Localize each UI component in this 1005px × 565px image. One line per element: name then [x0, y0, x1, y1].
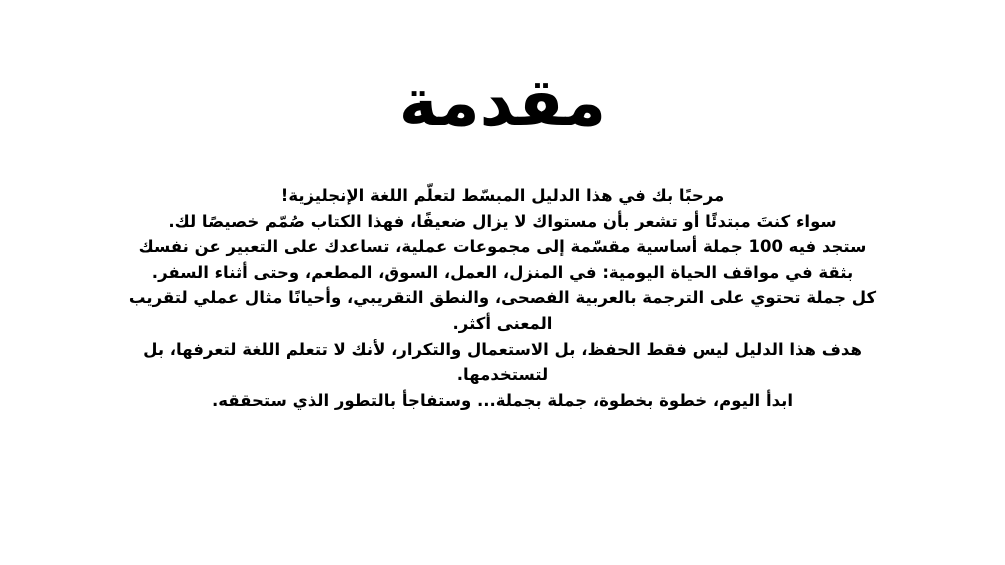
intro-line-goal: هدف هذا الدليل ليس فقط الحفظ، بل الاستعمال والتكرار، لأنك لا تتعلم اللغة لتعرفها، بل [143, 339, 862, 359]
intro-line-content: ستجد فيه 100 جملة أساسية مقسّمة إلى مجموعات عملية، تساعدك على التعبير عن نفسك [138, 237, 867, 257]
intro-line-closing: ابدأ اليوم، خطوة بخطوة، جملة بجملة... وستفاجأ بالتطور الذي ستحققه. [212, 390, 793, 410]
intro-line-goal-cont: لتستخدمها. [456, 365, 549, 385]
page-title: مقدمة [398, 64, 607, 141]
intro-line-welcome: مرحبًا بك في هذا الدليل المبسّط لتعلّم اللغة الإنجليزية! [280, 186, 725, 205]
introduction-body [120, 183, 885, 413]
intro-line-audience: سواء كنتَ مبتدئًا أو تشعر بأن مستواك لا يزال ضعيفًا، فهذا الكتاب صُمّم خصيصًا لك. [168, 211, 837, 231]
intro-line-format-cont: المعنى أكثر. [452, 313, 553, 333]
intro-line-situations: بثقة في مواقف الحياة اليومية: في المنزل، العمل، السوق، المطعم، وحتى أثناء السفر. [151, 262, 854, 282]
intro-line-format: كل جملة تحتوي على الترجمة بالعربية الفصحى، والنطق التقريبي، وأحيانًا مثال عملي لتقريب [128, 288, 877, 308]
